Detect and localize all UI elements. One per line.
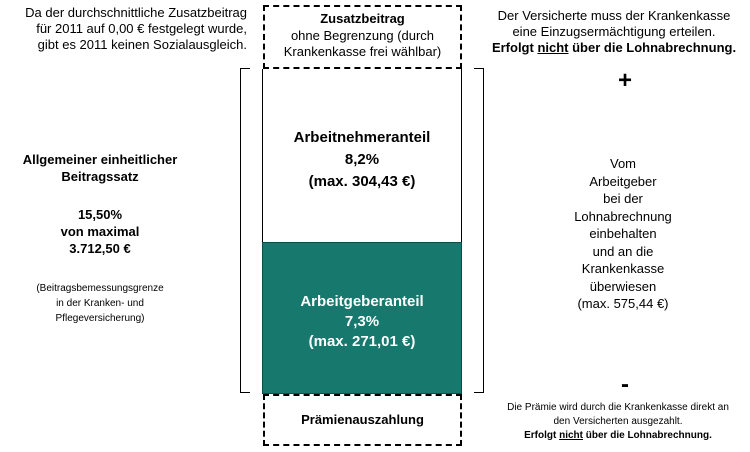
arbeitnehmeranteil-label: Arbeitnehmeranteil [293,129,431,146]
zusatzbeitrag-title: Zusatzbeitrag [320,11,405,26]
praemienauszahlung-label: Prämienauszahlung [301,412,424,427]
general-rate-title-line: Beitragssatz [61,169,139,184]
note-line: überwiesen [589,278,657,294]
sozialausgleich-note [0,5,247,53]
arbeitgeberanteil-max: (max. 271,01 €) [308,333,416,350]
praemie-note [486,401,750,443]
arbeitnehmeranteil-max: (max. 304,43 €) [308,173,416,190]
note-line: und an die [592,243,654,259]
note-line: bei der [603,191,643,206]
general-rate-title-line: Allgemeiner einheitlicher [22,152,178,167]
arbeitgeberanteil-rate: 7,3% [344,313,380,330]
arbeitgeber-einbehalt-note [540,155,706,313]
bbg-note-line: in der Kranken- und [56,298,144,309]
note-line: für 2011 auf 0,00 € festgelegt wurde, [36,21,247,36]
note-line: Krankenkasse [581,261,665,276]
arbeitnehmeranteil-text [262,127,462,193]
emphasis-underlined: nicht [537,40,569,55]
plus-sign: + [617,67,632,94]
note-line: gibt es 2011 keinen Sozialausgleich. [37,37,247,52]
emphasis-part: über die Lohnabrechnung. [582,430,712,441]
arbeitgeberanteil-label: Arbeitgeberanteil [300,293,424,310]
arbeitgeberanteil-text [262,292,462,352]
general-rate-title [0,151,200,185]
lohnabrechnung-emphasis [486,429,750,443]
note-line: (max. 575,44 €) [577,296,669,311]
note-line: Der Versicherte muss der Krankenkasse [497,8,731,23]
general-rate-percent: 15,50% [77,207,123,222]
zusatzbeitrag-subtitle [263,28,462,60]
emphasis-part: Erfolgt [491,40,538,55]
lohnabrechnung-emphasis [480,40,748,56]
general-rate-line: von maximal [60,224,140,239]
note-line: Arbeitgeber [589,173,657,189]
zusatzbeitrag-sub-line: Krankenkasse frei wählbar) [283,44,442,59]
beitragsbemessungsgrenze-note [0,281,200,326]
zusatzbeitrag-sub-line: ohne Begrenzung (durch [290,28,435,43]
note-line: eine Einzugsermächtigung erteilen. [512,24,716,39]
note-line: Die Prämie wird durch die Krankenkasse direkt an [507,402,729,413]
einzugsermaechtigung-note [480,8,748,56]
note-line: Vom [609,156,636,171]
arbeitnehmeranteil-rate: 8,2% [344,151,380,168]
note-line: den Versicherten ausgezahlt. [553,416,683,427]
bbg-note-line: Pflegeversicherung) [55,313,145,324]
left-bracket [240,68,250,393]
general-rate-value [0,206,200,257]
note-line: einbehalten [589,226,657,241]
emphasis-part: Erfolgt [524,430,560,441]
emphasis-underlined: nicht [559,430,583,441]
bbg-note-line: (Beitragsbemessungsgrenze [36,283,164,294]
right-bracket [474,68,484,393]
note-line: Da der durchschnittliche Zusatzbeitrag [25,5,247,20]
emphasis-part: über die Lohnabrechnung. [568,40,737,55]
minus-sign: - [621,371,629,398]
general-rate-line: 3.712,50 € [69,241,131,256]
note-line: Lohnabrechnung [574,208,672,224]
